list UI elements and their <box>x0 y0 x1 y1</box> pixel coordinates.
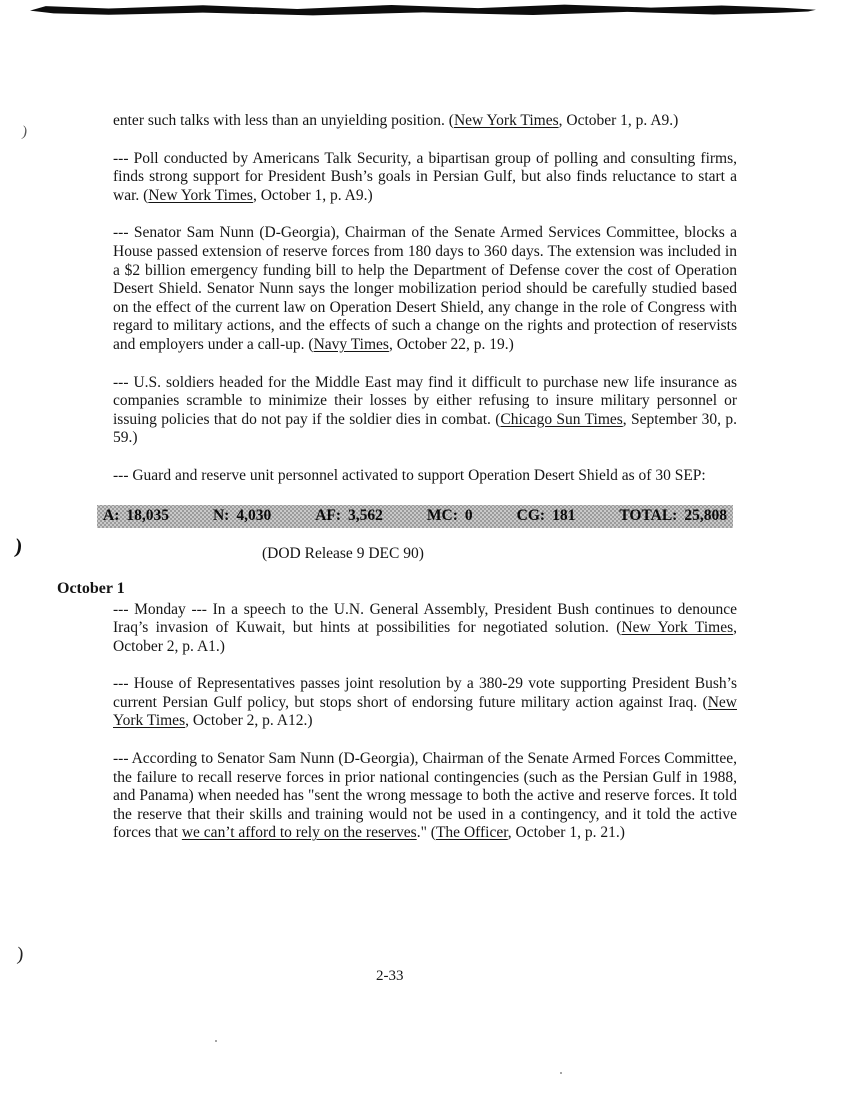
paragraph-guard-reserve-activated <box>113 467 737 486</box>
underlined-citation: The Officer <box>435 824 508 842</box>
text-run: --- House of Representatives passes joint resolution by a 380-29 vote supporting President Bush’s current Persian Gulf policy, but stops short of endorsing future military action against Iraq. ( <box>113 675 737 711</box>
paragraph-life-insurance <box>113 374 737 448</box>
stat-label: N: <box>212 506 230 524</box>
text-column <box>57 112 737 862</box>
underlined-citation: Chicago Sun Times <box>500 410 623 428</box>
underlined-citation: New York Times <box>148 186 253 204</box>
text-run: --- Senator Sam Nunn (D-Georgia), Chairman of the Senate Armed Services Committee, blocks a House passed extension of reserve forces from 180 days to 360 days. The extension was included in a $2 billion emergency funding bill to help the Department of Defense cover the cost of Operation Desert Shield. Senator Nunn says the longer mobilization period should be carefully studied based on the effect of the current law on Operation Desert Shield, any change in the role of Congress with regard to military actions, and the effects of such a change on the rights and protection of reservists and employers under a call-up. ( <box>113 224 737 353</box>
stat-label: AF: <box>315 506 342 524</box>
page-number: 2-33 <box>376 968 404 984</box>
scan-speck <box>215 1040 217 1042</box>
stat-value: 181 <box>552 506 576 524</box>
paragraph-nunn-wrong-message <box>113 750 737 843</box>
underlined-citation: New York Times <box>621 619 734 637</box>
text-run: , September 30, p. 59.) <box>113 410 737 447</box>
stat-item <box>315 507 383 525</box>
margin-mark: ) <box>20 123 29 141</box>
underlined-citation: Navy Times <box>313 335 389 353</box>
text-run: , October 2, p. A12.) <box>185 712 313 730</box>
scan-speck <box>560 1072 562 1074</box>
scan-top-bar-artifact <box>30 4 816 16</box>
text-run: --- According to Senator Sam Nunn (D-Georgia), Chairman of the Senate Armed Forces Committee, the failure to recall reserve forces in prior national contingencies (such as the Persian Gulf in 1988, and Panama) when needed has "sent the wrong message to both the active and reserve forces. It told the reserve that their skills and training would not be used in a contingency, and it told the active forces that <box>113 750 737 842</box>
stat-label: MC: <box>426 506 458 524</box>
margin-mark: ) <box>16 943 25 966</box>
text-run: --- Guard and reserve unit personnel activated to support Operation Desert Shield as of 30 SEP: <box>113 466 706 484</box>
stat-item <box>619 507 727 525</box>
text-run: , October 1, p. A9.) <box>558 112 679 129</box>
text-run: , October 2, p. A1.) <box>113 619 737 655</box>
text-run: , October 22, p. 19.) <box>388 335 514 353</box>
paragraph-house-resolution <box>113 675 737 731</box>
stat-item <box>213 507 271 525</box>
underlined-citation: New York Times <box>113 693 737 730</box>
stat-label: A: <box>103 506 120 524</box>
stat-value: 3,562 <box>348 506 383 524</box>
stat-value: 18,035 <box>126 506 169 524</box>
paragraph-nunn-reserve-extension <box>113 224 737 354</box>
text-run: --- U.S. soldiers headed for the Middle East may find it difficult to purchase new life insurance as companies scramble to minimize their losses by either refusing to insure military personnel or issuing policies that do not pay if the soldier dies in combat. ( <box>113 373 737 428</box>
stat-item <box>427 507 473 525</box>
activation-stats-bar <box>97 505 733 528</box>
text-run: , October 1, p. A9.) <box>252 186 373 204</box>
paragraph-unyielding-position <box>113 112 737 131</box>
underlined-citation: we can’t afford to rely on the reserves <box>181 824 417 842</box>
stat-item <box>103 507 169 525</box>
underlined-citation: New York Times <box>453 112 559 129</box>
stat-item <box>517 507 576 525</box>
stat-label: TOTAL: <box>619 506 678 524</box>
margin-mark: ) <box>13 533 24 559</box>
section-heading-october-1: October 1 <box>57 579 125 597</box>
text-run: --- Monday --- In a speech to the U.N. General Assembly, President Bush continues to denounce Iraq’s invasion of Kuwait, but hints at possibilities for negotiated solution. ( <box>113 600 737 637</box>
text-run: enter such talks with less than an unyielding position. ( <box>113 112 454 129</box>
text-run: , October 1, p. 21.) <box>507 824 625 842</box>
text-run: ." ( <box>416 824 436 842</box>
stat-value: 25,808 <box>684 506 727 524</box>
stat-label: CG: <box>516 506 546 524</box>
text-run: --- Poll conducted by Americans Talk Security, a bipartisan group of polling and consulting firms, finds strong support for President Bush’s goals in Persian Gulf, but also finds reluctance to start a war. ( <box>113 149 737 204</box>
paragraph-bush-un-speech <box>113 601 737 657</box>
stat-value: 4,030 <box>236 506 272 524</box>
stat-value: 0 <box>464 506 473 524</box>
paragraph-poll-americans-talk-security <box>113 150 737 206</box>
dod-release-line: (DOD Release 9 DEC 90) <box>262 544 424 562</box>
